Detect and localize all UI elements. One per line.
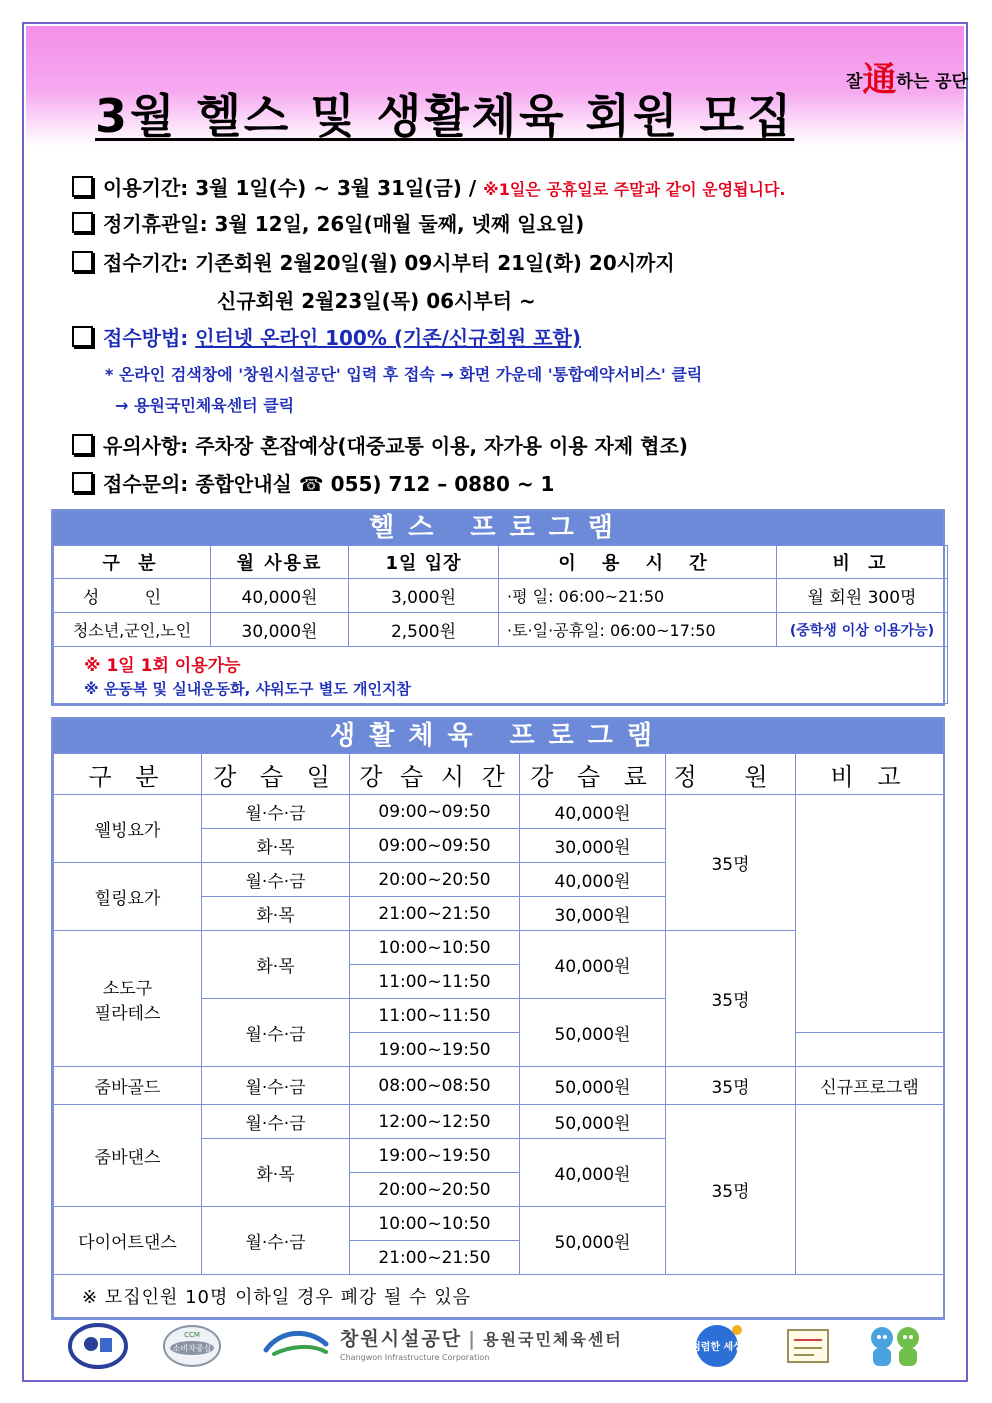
program-cell: 다이어트댄스 xyxy=(54,1207,202,1275)
note-cell: (중학생 이상 이용가능) xyxy=(777,613,948,647)
capacity-cell: 35명 xyxy=(666,795,796,931)
table-row xyxy=(54,1105,944,1139)
time-cell: 20:00~20:50 xyxy=(350,1173,520,1207)
time-cell: 19:00~19:50 xyxy=(350,1033,520,1067)
note-cell: 신규프로그램 xyxy=(796,1067,944,1105)
daily-fee-cell: 3,000원 xyxy=(349,579,499,613)
column-header: 강 습 시 간 xyxy=(350,754,520,795)
page-title: 3월 헬스 및 생활체육 회원 모집 xyxy=(95,89,795,143)
daily-fee-cell: 2,500원 xyxy=(349,613,499,647)
category-cell: 청소년,군인,노인 xyxy=(54,613,211,647)
time-cell: 09:00~09:50 xyxy=(350,795,520,829)
days-cell: 화·목 xyxy=(202,829,350,863)
program-cell: 줌바댄스 xyxy=(54,1105,202,1207)
note-cell xyxy=(796,795,944,1033)
info-online-guide-2: → 용원국민체육센터 클릭 xyxy=(115,396,295,415)
document-icon xyxy=(782,1326,834,1366)
svg-text:CCM: CCM xyxy=(184,1331,200,1339)
fee-cell: 40,000원 xyxy=(520,795,666,829)
svg-text:소비자중심: 소비자중심 xyxy=(172,1344,212,1353)
time-cell: 12:00~12:50 xyxy=(350,1105,520,1139)
capacity-cell: 35명 xyxy=(666,1105,796,1275)
fee-cell: 40,000원 xyxy=(520,931,666,999)
time-cell: 20:00~20:50 xyxy=(350,863,520,897)
fee-cell: 30,000원 xyxy=(520,897,666,931)
info-inquiry: 접수문의: 종합안내실 ☎ 055) 712 – 0880 ~ 1 xyxy=(72,468,554,497)
column-header: 강 습 료 xyxy=(520,754,666,795)
program-cell: 줌바골드 xyxy=(54,1067,202,1105)
checkbox-icon xyxy=(72,212,93,233)
time-cell: 21:00~21:50 xyxy=(350,1241,520,1275)
life-table-header xyxy=(54,754,944,795)
note-cell xyxy=(796,1105,944,1275)
days-cell: 월·수·금 xyxy=(202,999,350,1067)
slogan: 잘通하는 공단 xyxy=(845,60,968,100)
health-note-2: ※ 운동복 및 실내운동화, 샤워도구 별도 개인지참 xyxy=(84,680,411,698)
health-table xyxy=(53,545,948,704)
fee-cell: 40,000원 xyxy=(520,1139,666,1207)
time-cell: 10:00~10:50 xyxy=(350,931,520,965)
svg-text:청렴한 세상: 청렴한 세상 xyxy=(691,1342,743,1353)
fee-cell: 40,000원 xyxy=(520,863,666,897)
clean-world-logo xyxy=(685,1320,749,1370)
column-header: 구 분 xyxy=(54,546,211,579)
fee-cell: 50,000원 xyxy=(520,1067,666,1105)
consumer-centered-logo xyxy=(160,1322,224,1370)
days-cell: 화·목 xyxy=(202,1139,350,1207)
column-header: 이 용 시 간 xyxy=(499,546,777,579)
days-cell: 화·목 xyxy=(202,897,350,931)
days-cell: 화·목 xyxy=(202,931,350,999)
changwon-symbol-logo xyxy=(260,1324,335,1368)
time-cell: 19:00~19:50 xyxy=(350,1139,520,1173)
life-program-section xyxy=(51,717,945,1320)
checkbox-icon xyxy=(72,434,93,455)
table-row xyxy=(54,1275,944,1318)
time-cell: 10:00~10:50 xyxy=(350,1207,520,1241)
program-cell: 웰빙요가 xyxy=(54,795,202,863)
table-row xyxy=(54,1067,944,1105)
period-note: ※1일은 공휴일로 주말과 같이 운영됩니다. xyxy=(483,180,786,199)
capacity-cell: 35명 xyxy=(666,1067,796,1105)
health-program-section xyxy=(51,509,945,706)
table-row xyxy=(54,647,948,704)
mascot-icon xyxy=(860,1320,930,1372)
checkbox-icon xyxy=(72,472,93,493)
table-row xyxy=(54,613,948,647)
fee-cell: 50,000원 xyxy=(520,999,666,1067)
checkbox-icon xyxy=(72,251,93,272)
column-header: 정 원 xyxy=(666,754,796,795)
column-header: 비 고 xyxy=(796,754,944,795)
column-header: 강 습 일 xyxy=(202,754,350,795)
life-program-header: 생활체육 프로그램 xyxy=(53,719,943,753)
note-cell xyxy=(796,1033,944,1067)
column-header: 비 고 xyxy=(777,546,948,579)
days-cell: 월·수·금 xyxy=(202,863,350,897)
column-header: 구 분 xyxy=(54,754,202,795)
time-cell: ·평 일: 06:00~21:50 xyxy=(499,579,777,613)
column-header: 월 사용료 xyxy=(211,546,349,579)
fee-cell: 30,000원 xyxy=(520,829,666,863)
monthly-fee-cell: 30,000원 xyxy=(211,613,349,647)
corporation-name: 창원시설공단 xyxy=(340,1328,463,1350)
fee-cell: 50,000원 xyxy=(520,1207,666,1275)
table-row xyxy=(54,795,944,829)
life-footer-note: ※ 모집인원 10명 이하일 경우 폐강 될 수 있음 xyxy=(54,1275,944,1318)
info-online-guide-1: * 온라인 검색창에 '창원시설공단' 입력 후 접속 → 화면 가운데 '통합예약서비스' 클릭 xyxy=(105,365,703,384)
note-cell: 월 회원 300명 xyxy=(777,579,948,613)
days-cell: 월·수·금 xyxy=(202,1105,350,1139)
health-table-header xyxy=(54,546,948,579)
certification-logo xyxy=(66,1322,130,1370)
program-cell: 소도구 필라테스 xyxy=(54,931,202,1067)
corporation-logo: 창원시설공단 | 용원국민체육센터 Changwon Infrastructure Corporation xyxy=(340,1324,660,1368)
checkbox-icon xyxy=(72,326,93,347)
time-cell: 21:00~21:50 xyxy=(350,897,520,931)
fee-cell: 50,000원 xyxy=(520,1105,666,1139)
time-cell: 11:00~11:50 xyxy=(350,999,520,1033)
time-cell: 08:00~08:50 xyxy=(350,1067,520,1105)
info-closed: 정기휴관일: 3월 12일, 26일(매월 둘째, 넷째 일요일) xyxy=(72,208,584,237)
info-caution: 유의사항: 주차장 혼잡예상(대중교통 이용, 자가용 이용 자제 협조) xyxy=(72,430,688,459)
monthly-fee-cell: 40,000원 xyxy=(211,579,349,613)
days-cell: 월·수·금 xyxy=(202,1067,350,1105)
time-cell: ·토·일·공휴일: 06:00~17:50 xyxy=(499,613,777,647)
time-cell: 09:00~09:50 xyxy=(350,829,520,863)
center-name: 용원국민체육센터 xyxy=(483,1330,623,1349)
table-row xyxy=(54,579,948,613)
time-cell: 11:00~11:50 xyxy=(350,965,520,999)
life-table xyxy=(53,753,944,1318)
category-cell: 성 인 xyxy=(54,579,211,613)
days-cell: 월·수·금 xyxy=(202,795,350,829)
health-note-1: ※ 1일 1회 이용가능 xyxy=(84,656,241,676)
info-reception: 접수기간: 기존회원 2월20일(월) 09시부터 21일(화) 20시까지 xyxy=(72,247,675,276)
info-method: 접수방법: 인터넷 온라인 100% (기존/신규회원 포함) xyxy=(72,322,581,351)
info-period: 이용기간: 3월 1일(수) ~ 3월 31일(금) / ※1일은 공휴일로 주말과 같이 운영됩니다. xyxy=(72,172,786,201)
program-cell: 힐링요가 xyxy=(54,863,202,931)
health-program-header: 헬스 프로그램 xyxy=(53,511,943,545)
capacity-cell: 35명 xyxy=(666,931,796,1067)
footer-logos xyxy=(60,1318,940,1374)
info-reception-new: 신규회원 2월23일(목) 06시부터 ~ xyxy=(217,289,536,313)
corporation-english-name: Changwon Infrastructure Corporation xyxy=(340,1353,490,1362)
checkbox-icon xyxy=(72,176,93,197)
days-cell: 월·수·금 xyxy=(202,1207,350,1275)
column-header: 1일 입장 xyxy=(349,546,499,579)
